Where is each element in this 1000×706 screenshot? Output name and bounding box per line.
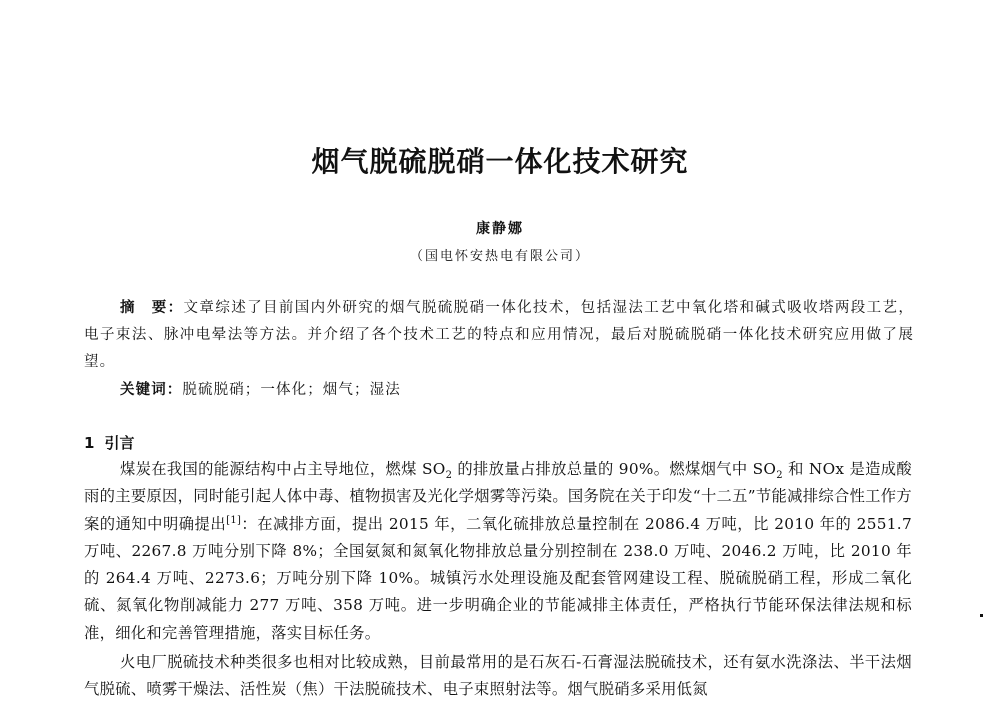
para1-text-a: 煤炭在我国的能源结构中占主导地位，燃煤 SO — [120, 460, 446, 478]
citation-ref[interactable]: [1] — [226, 514, 242, 526]
so2-subscript: 2 — [445, 470, 453, 482]
abstract-label: 摘 要： — [120, 300, 184, 316]
section-body — [84, 456, 912, 706]
section-heading-introduction — [84, 432, 134, 453]
margin-dot — [980, 614, 983, 617]
abstract-text: 文章综述了目前国内外研究的烟气脱硫脱硝一体化技术，包括湿法工艺中氧化塔和碱式吸收塔两段工艺，电子束法、脉冲电晕法等方法。并介绍了各个技术工艺的特点和应用情况，最后对脱硫脱硝一体化技术研究应用做了展望。 — [84, 300, 914, 370]
para1-text-c: 和 NOx 是造成酸雨的主要原因，同时能引起人体中毒、植物损害及光化学烟雾等污染。国务院在关于印发“十二五”节能减排综合性工作方案的通知中明确提出 — [84, 460, 913, 533]
body-paragraph-2: 火电厂脱硫技术种类很多也相对比较成熟，目前最常用的是石灰石-石膏湿法脱硫技术，还有氨水洗涤法、半干法烟气脱硫、喷雾干燥法、活性炭（焦）干法脱硫技术、电子束照射法等。烟气脱硝多采用低氮 — [84, 653, 912, 699]
para1-text-b: 的排放量占排放总量的 90%。燃煤烟气中 SO — [452, 460, 777, 478]
keywords — [120, 378, 401, 399]
keywords-text: 脱硫脱硝；一体化；烟气；湿法 — [182, 382, 401, 398]
section-title: 引言 — [104, 434, 135, 452]
author-affiliation: （国电怀安热电有限公司） — [409, 249, 590, 264]
body-paragraph-1 — [84, 456, 912, 647]
paper-title: 烟气脱硫脱硝一体化技术研究 — [311, 145, 689, 178]
para1-text-d: ：在减排方面，提出 2015 年，二氧化硫排放总量控制在 2086.4 万吨，比 2010 年的 2551.7 万吨、2267.8 万吨分别下降 8%；全国氨氮和氮氧化物排放总量分别控制在 238.0 万吨、2046.2 万吨，比 2010 年的 264.4 万吨、2273.6；万吨分别下降 10%。城镇污水处理设施及配套管网建设工程、脱硫脱硝工程，形成二氧化硫、氮氧化物削减能力 277 万吨、358 万吨。进一步明确企业的节能减排主体责任，严格执行节能环保法律法规和标准，细化和完善管理措施，落实目标任务。 — [84, 514, 913, 642]
keywords-label: 关键词： — [120, 382, 183, 398]
section-number: 1 — [84, 434, 95, 452]
abstract — [84, 295, 914, 376]
author-name: 康静娜 — [476, 221, 524, 237]
so2-subscript: 2 — [776, 470, 783, 482]
